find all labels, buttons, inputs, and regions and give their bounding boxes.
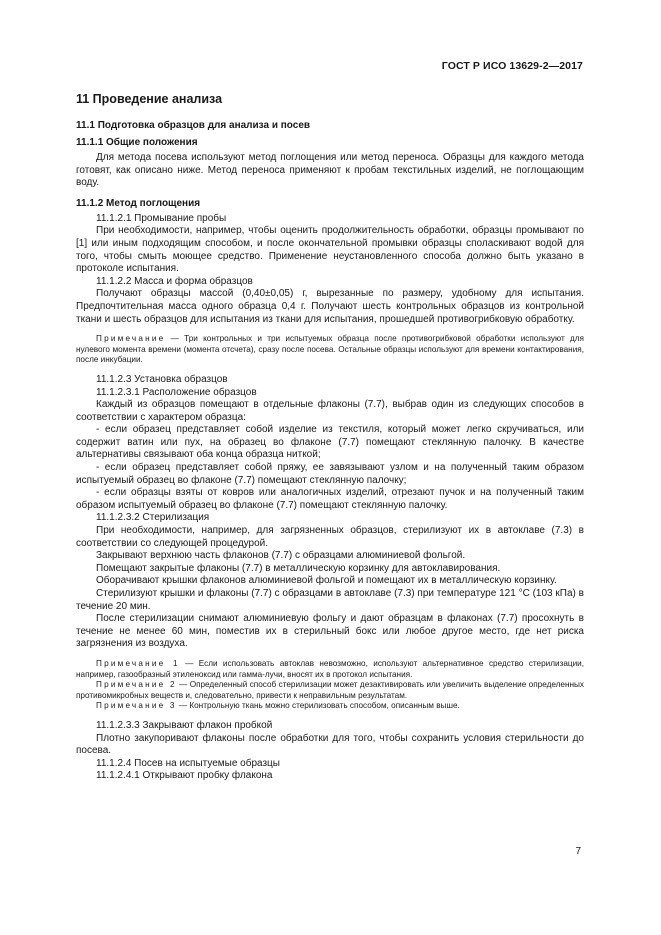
clause-11-1-2-3-1: 11.1.2.3.1 Расположение образцов	[96, 386, 257, 398]
paragraph-drying: После стерилизации снимают алюминиевую фольгу и дают образцам в флаконах (7.7) просохнуть в течение не менее 60 мин, поместив их в стерильный бокс или любое другое место, где нет риска загрязнения из воздуха.	[76, 613, 584, 650]
page-content	[76, 92, 584, 783]
clause-11-1-2-4-1: 11.1.2.4.1 Открывают пробку флакона	[96, 770, 273, 782]
paragraph-placement: Каждый из образцов помещают в отдельные флаконы (7.7), выбрав один из следующих способов в соответствии с характером образца:	[76, 399, 584, 423]
bullet-carpet: - если образцы взяты от ковров или аналогичных изделий, отрезают пучок и на полученный таким образом испытуемый образец во флаконе (7.7) помещают стеклянную палочку.	[76, 487, 584, 511]
paragraph-mass: Получают образцы массой (0,40±0,05) г, вырезанные по размеру, удобному для испытания. Предпочтительная масса одного образца 0,4 г. Получают шесть контрольных образцов из контрольной ткани и шесть образцов для испытания из ткани для испытания, прошедшей противогрибковую обработку.	[76, 288, 584, 325]
paragraph-washing: При необходимости, например, чтобы оценить продолжительность обработки, образцы промывают по [1] или иным подходящим способом, и после окончательной промывки образцы споласкивают водой для того, чтобы смыть моющее средство. Применение неустановленного способа должно быть указано в протоколе испытания.	[76, 225, 584, 275]
paragraph-basket: Помещают закрытые флаконы (7.7) в металлическую корзинку для автоклавирования.	[96, 562, 501, 574]
note-text: — Определенный способ стерилизации может дезактивировать или увеличить выделение определенных противомикробных веществ и, следовательно, привести к неправильным результатам.	[76, 680, 584, 700]
clause-11-1-2-4: 11.1.2.4 Посев на испытуемые образцы	[96, 757, 280, 769]
running-header: ГОСТ Р ИСО 13629-2—2017	[441, 60, 583, 72]
paragraph-caps: Оборачивают крышки флаконов алюминиевой фольгой и помещают их в металлическую корзинку.	[96, 575, 557, 587]
note-label: Примечание 1	[96, 658, 180, 668]
page-number: 7	[575, 846, 581, 857]
paragraph-autoclave: Стерилизуют крышки и флаконы (7.7) с образцами в автоклаве (7.3) при температуре 121 °С (103 кПа) в течение 20 мин.	[76, 588, 584, 612]
paragraph-general: Для метода посева используют метод поглощения или метод переноса. Образцы для каждого метода готовят, как описано ниже. Метод переноса применяют к пробам текстильных изделий, не поглощающим воду.	[76, 152, 584, 189]
paragraph-sterilization: При необходимости, например, для загрязненных образцов, стерилизуют их в автоклаве (7.3) в соответствии со следующей процедурой.	[76, 525, 584, 549]
note-label: Примечание	[96, 334, 166, 344]
clause-11-1-2-3-3: 11.1.2.3.3 Закрывают флакон пробкой	[96, 719, 273, 731]
bullet-textile: - если образец представляет собой изделие из текстиля, который может легко скручиваться, или содержит ватин или пух, на образец во флаконе (7.7) помещают стеклянную палочку. В качестве альтернативы связывают оба конца образца ниткой;	[76, 424, 584, 461]
note-text: — Контрольную ткань можно стерилизовать способом, описанным выше.	[176, 701, 460, 711]
bullet-yarn: - если образец представляет собой пряжу, ее завязывают узлом и на полученный таким образом испытуемый образец во флаконе (7.7) помещают стеклянную палочку;	[76, 462, 584, 486]
clause-11-1-2-2: 11.1.2.2 Масса и форма образцов	[96, 275, 253, 287]
clause-11-1-2-3: 11.1.2.3 Установка образцов	[96, 373, 228, 385]
subsection-heading-11-1-2: 11.1.2 Метод поглощения	[76, 197, 201, 209]
paragraph-closing: Плотно закупоривают флаконы после обработки для того, чтобы сохранить условия стерильности до посева.	[76, 732, 584, 757]
subsection-heading-11-1: 11.1 Подготовка образцов для анализа и посев	[76, 120, 311, 131]
note-label: Примечание 2	[96, 680, 177, 690]
note-zero-time	[76, 334, 584, 366]
note-1	[76, 659, 584, 680]
note-text: — Три контрольных и три испытуемых образца после противогрибковой обработки используют для нулевого момента времени (момента отсчета), сразу после посева. Остальные образцы используют для времени контактирования, после инкубации.	[76, 334, 584, 365]
note-label: Примечание 3	[96, 701, 177, 711]
paragraph-foil: Закрывают верхнюю часть флаконов (7.7) с образцами алюминиевой фольгой.	[96, 550, 466, 562]
note-2	[76, 680, 584, 701]
clause-11-1-2-1: 11.1.2.1 Промывание пробы	[96, 212, 227, 224]
clause-11-1-2-3-2: 11.1.2.3.2 Стерилизация	[96, 512, 210, 524]
section-title: 11 Проведение анализа	[76, 92, 223, 106]
note-3	[76, 701, 584, 712]
subsection-heading-11-1-1: 11.1.1 Общие положения	[76, 137, 198, 148]
note-text: — Если использовать автоклав невозможно, используют альтернативное средство стерилизации, например, газообразный этиленоксид или гамма-лучи, вносят их в протокол испытания.	[76, 658, 584, 679]
